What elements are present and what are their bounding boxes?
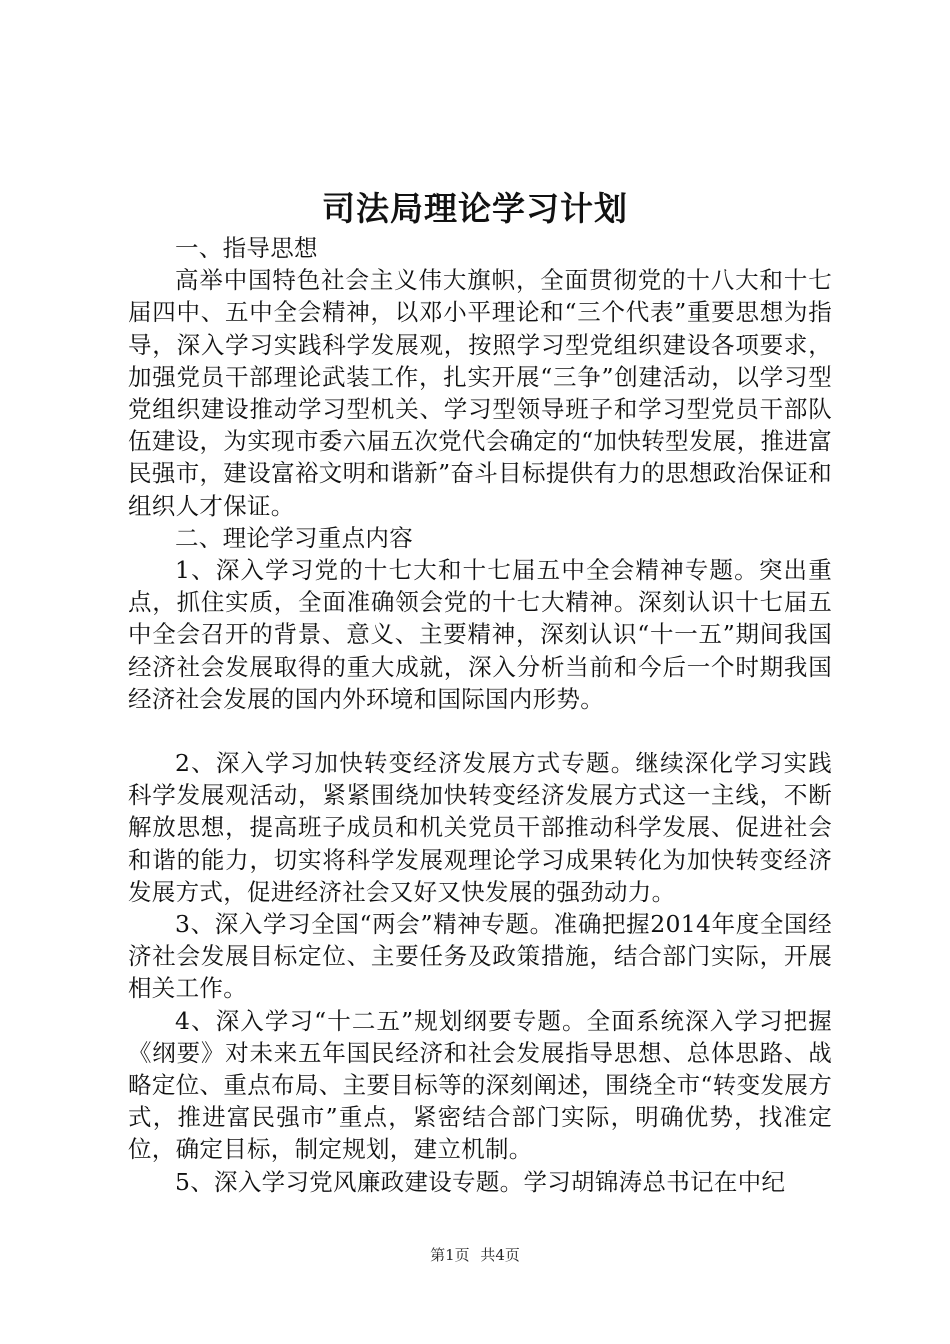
section-heading: 二、理论学习重点内容 (175, 523, 413, 552)
paragraph: 高举中国特色社会主义伟大旗帜，全面贯彻党的十八大和十七届四中、五中全会精神，以邓小平理论和“三个代表”重要思想为指导，深入学习实践科学发展观，按照学习型党组织建设各项要求，加强党员干部理论武装工作，扎实开展“三争”创建活动，以学习型党组织建设推动学习型机关、学习型领导班子和学习型党员干部队伍建设，为实现市委六届五次党代会确定的“加快转型发展，推进富民强市，建设富裕文明和谐新”奋斗目标提供有力的思想政治保证和组织人才保证。 (128, 266, 832, 520)
section-heading: 一、指导思想 (175, 234, 318, 262)
paragraph: 4、深入学习“十二五”规划纲要专题。全面系统深入学习把握《纲要》对未来五年国民经济和社会发展指导思想、总体思路、战略定位、重点布局、主要目标等的深刻阐述，围绕全市“转变发展方式，推进富民强市”重点，紧密结合部门实际，明确优势，找准定位，确定目标，制定规划，建立机制。 (128, 1006, 832, 1164)
paragraph: 2、深入学习加快转变经济发展方式专题。继续深化学习实践科学发展观活动，紧紧围绕加快转变经济发展方式这一主线，不断解放思想，提高班子成员和机关党员干部推动科学发展、促进社会和谐的能力，切实将科学发展观理论学习成果转化为加快转变经济发展方式，促进经济社会又好又快发展的强劲动力。 (128, 749, 832, 906)
page-total: 共4页 (480, 1246, 520, 1264)
paragraph: 5、深入学习党风廉政建设专题。学习胡锦涛总书记在中纪 (175, 1167, 786, 1196)
paragraph: 3、深入学习全国“两会”精神专题。准确把握2014年度全国经济社会发展目标定位、主要任务及政策措施，结合部门实际，开展相关工作。 (128, 910, 832, 1003)
page-number: 第1页 (430, 1246, 470, 1264)
paragraph: 1、深入学习党的十七大和十七届五中全会精神专题。突出重点，抓住实质，全面准确领会党的十七大精神。深刻认识十七届五中全会召开的背景、意义、主要精神，深刻认识“十一五”期间我国经济社会发展取得的重大成就，深入分析当前和今后一个时期我国经济社会发展的国内外环境和国际国内形势。 (128, 556, 832, 713)
document-title: 司法局理论学习计划 (322, 189, 628, 228)
document-body (128, 232, 832, 1198)
page-footer (0, 1243, 950, 1267)
